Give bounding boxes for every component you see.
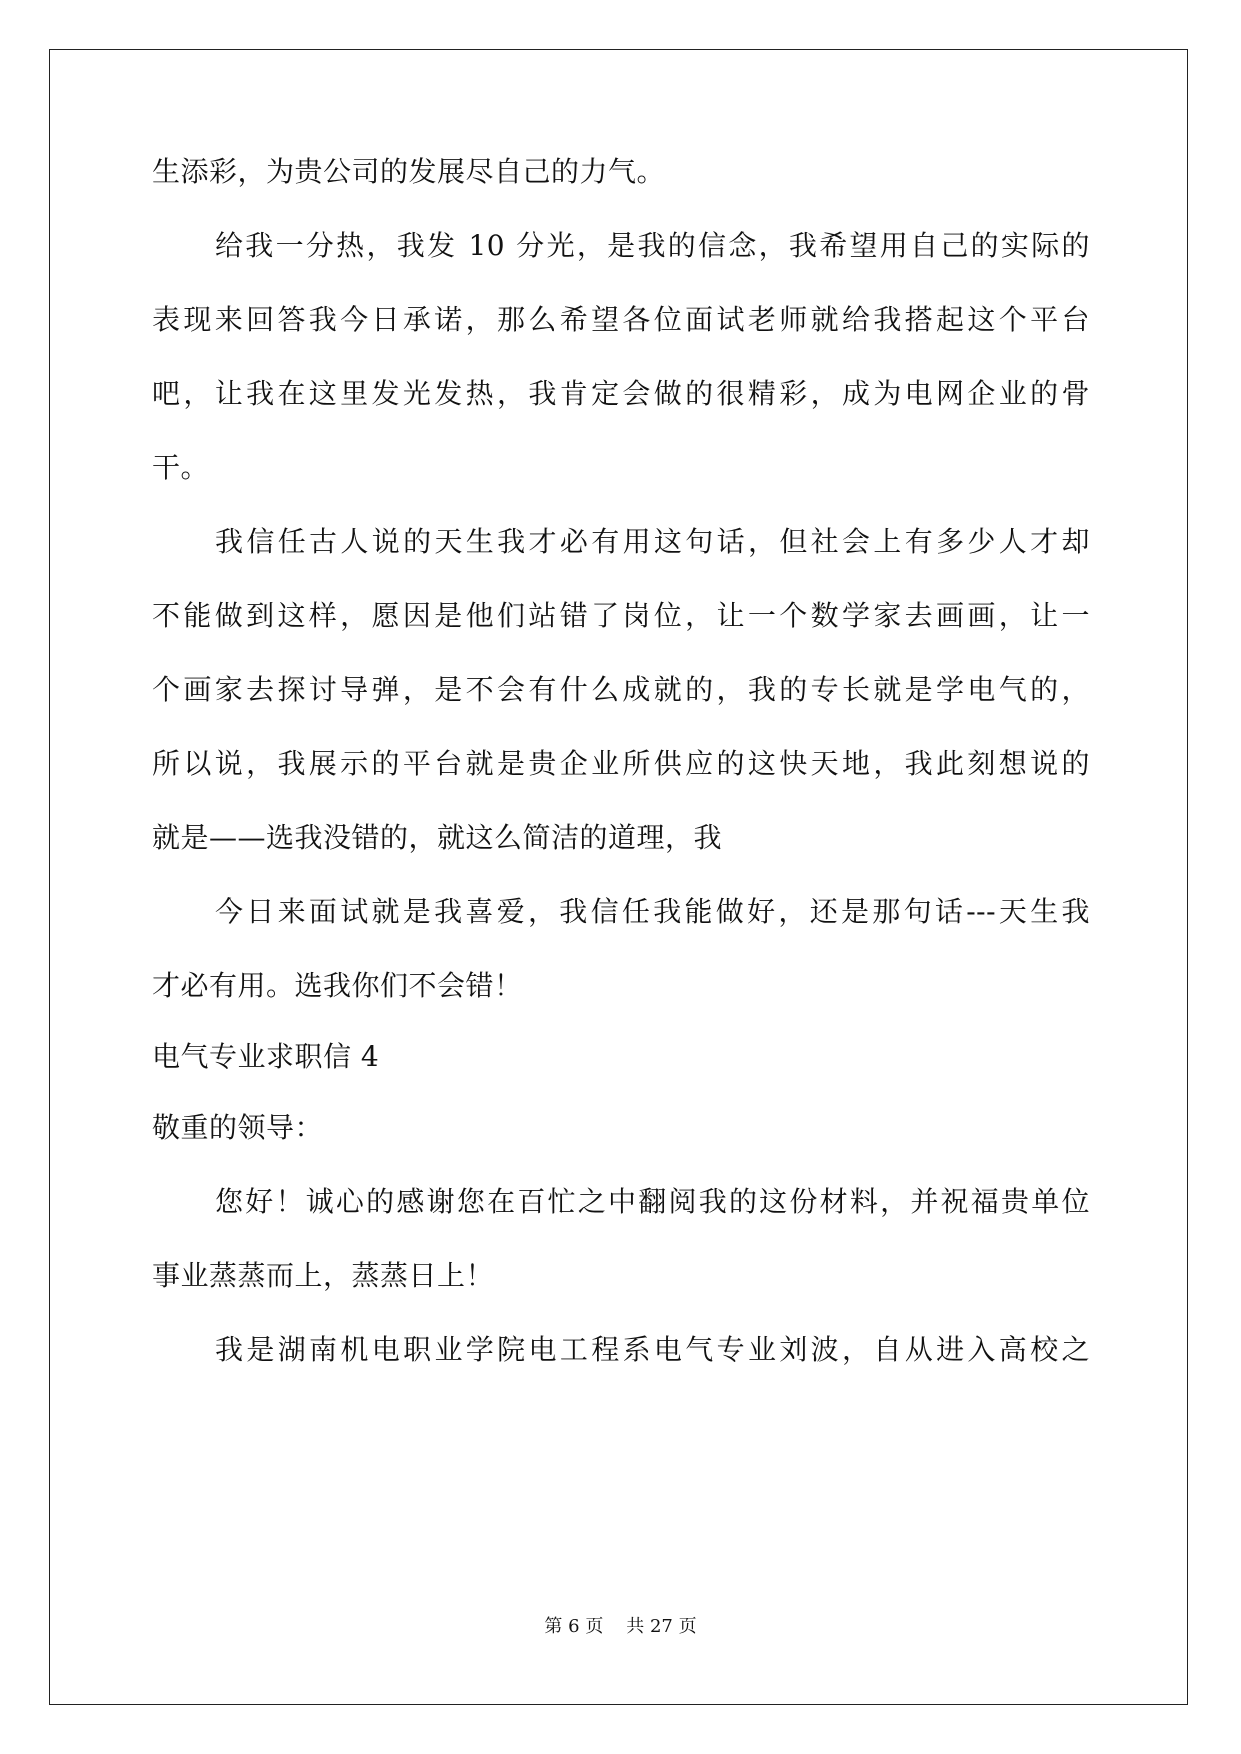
text-line: 我是湖南机电职业学院电工程系电气专业刘波，自从进入高校之: [215, 1333, 1090, 1366]
text-line: 今日来面试就是我喜爱，我信任我能做好，还是那句话---天生我: [215, 895, 1090, 928]
text-line: 个画家去探讨导弹，是不会有什么成就的，我的专长就是学电气的，: [152, 673, 1090, 706]
page-total: 共 27 页: [626, 1616, 697, 1637]
text-line: 吧，让我在这里发光发热，我肯定会做的很精彩，成为电网企业的骨: [152, 377, 1090, 410]
text-line: 干。: [152, 451, 210, 484]
text-line: 生添彩，为贵公司的发展尽自己的力气。: [152, 155, 666, 188]
text-line: 事业蒸蒸而上，蒸蒸日上！: [152, 1259, 495, 1292]
page-footer: [0, 1612, 1241, 1638]
text-line: 就是——选我没错的，就这么简洁的道理，我: [152, 821, 723, 854]
text-line: 才必有用。选我你们不会错！: [152, 969, 523, 1002]
text-line: 我信任古人说的天生我才必有用这句话，但社会上有多少人才却: [215, 525, 1090, 558]
section-heading: 电气专业求职信 4: [152, 1040, 380, 1073]
salutation: 敬重的领导：: [152, 1111, 324, 1144]
text-line: 表现来回答我今日承诺，那么希望各位面试老师就给我搭起这个平台: [152, 303, 1090, 336]
text-line: 所以说，我展示的平台就是贵企业所供应的这快天地，我此刻想说的: [152, 747, 1090, 780]
text-line: 您好！诚心的感谢您在百忙之中翻阅我的这份材料，并祝福贵单位: [215, 1185, 1090, 1218]
text-line: 不能做到这样，愿因是他们站错了岗位，让一个数学家去画画，让一: [152, 599, 1090, 632]
page-number: 第 6 页: [544, 1616, 604, 1637]
text-line: 给我一分热，我发 10 分光，是我的信念，我希望用自己的实际的: [215, 229, 1090, 262]
